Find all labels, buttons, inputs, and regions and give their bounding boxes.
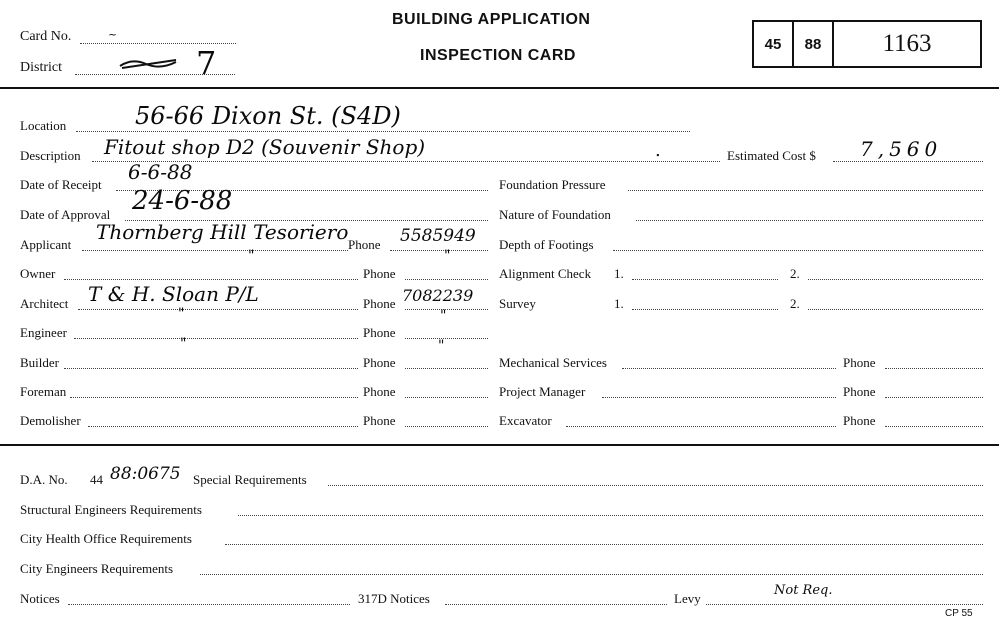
estimated-cost-value: 7,560 [860, 137, 943, 161]
date-of-receipt-value: 6-6-88 [128, 160, 193, 184]
da-no-prefix: 44 [90, 472, 103, 487]
demolisher-label: Demolisher [20, 413, 81, 428]
demolisher-phone-line [405, 426, 488, 427]
owner-phone-line [405, 279, 488, 280]
card-number: 1163 [882, 30, 932, 57]
engineer-ditto-2: " [440, 308, 447, 324]
district-label: District [20, 60, 62, 75]
alignment-check-num-2: 2. [790, 266, 800, 281]
location-line [76, 131, 690, 132]
survey-line-1 [632, 309, 778, 310]
date-of-receipt-label: Date of Receipt [20, 177, 102, 192]
owner-line [64, 279, 358, 280]
alignment-check-num-1: 1. [614, 266, 624, 281]
project-manager-line [602, 397, 836, 398]
project-manager-phone-label: Phone [843, 384, 876, 399]
architect-value: T & H. Sloan P/L [88, 282, 259, 306]
description-dot: . [655, 140, 661, 161]
builder-ditto-1: " [180, 336, 187, 352]
survey-line-2 [808, 309, 983, 310]
card-number-box [752, 20, 982, 68]
estimated-cost-label: Estimated Cost $ [727, 148, 816, 163]
levy-line [706, 604, 983, 605]
engineer-line [74, 338, 358, 339]
date-of-approval-value: 24-6-88 [132, 186, 233, 216]
excavator-line [566, 426, 836, 427]
owner-label: Owner [20, 266, 56, 281]
foreman-line [70, 397, 358, 398]
architect-line [78, 309, 358, 310]
district-value: 7 [196, 44, 217, 82]
project-manager-phone-line [885, 397, 983, 398]
builder-ditto-2: " [438, 338, 445, 354]
date-of-approval-label: Date of Approval [20, 207, 111, 222]
project-manager-label: Project Manager [499, 384, 586, 399]
survey-num-1: 1. [614, 296, 624, 311]
applicant-label: Applicant [20, 237, 72, 252]
notices-line [68, 604, 350, 605]
architect-phone-label: Phone [363, 296, 396, 311]
foundation-pressure-label: Foundation Pressure [499, 177, 606, 192]
mechanical-services-line [622, 368, 836, 369]
card-no-label: Card No. [20, 29, 72, 44]
survey-label: Survey [499, 296, 536, 311]
estimated-cost-line [833, 161, 983, 162]
engineer-ditto-1: " [178, 306, 185, 322]
levy-value: Not Req. [774, 583, 833, 598]
demolisher-phone-label: Phone [363, 413, 396, 428]
applicant-phone-label: Phone [348, 237, 381, 252]
location-label: Location [20, 118, 67, 133]
engineer-phone-line [405, 338, 488, 339]
header-divider [0, 87, 999, 89]
city-engineers-line [200, 574, 983, 575]
section-divider [0, 444, 999, 446]
engineer-label: Engineer [20, 325, 67, 340]
applicant-value: Thornberg Hill Tesoriero [96, 220, 349, 244]
nature-of-foundation-line [636, 220, 983, 221]
builder-line [64, 368, 358, 369]
alignment-check-line-2 [808, 279, 983, 280]
title-line-2: INSPECTION CARD [420, 47, 576, 64]
mechanical-services-phone-label: Phone [843, 355, 876, 370]
foundation-pressure-line [628, 190, 983, 191]
excavator-phone-label: Phone [843, 413, 876, 428]
crossed-out-mark [118, 56, 180, 70]
architect-label: Architect [20, 296, 69, 311]
city-engineers-label: City Engineers Requirements [20, 561, 174, 576]
notices-317d-label: 317D Notices [358, 591, 430, 606]
special-requirements-label: Special Requirements [193, 472, 307, 487]
box-cell-2: 88 [794, 22, 834, 66]
city-health-line [225, 544, 983, 545]
builder-label: Builder [20, 355, 59, 370]
alignment-check-label: Alignment Check [499, 266, 592, 281]
da-no-label: D.A. No. [20, 472, 68, 487]
architect-phone-value: 7082239 [402, 286, 474, 305]
form-code: CP 55 [945, 608, 973, 619]
card-no-value: ~ [108, 28, 118, 41]
description-value: Fitout shop D2 (Souvenir Shop) [104, 135, 426, 159]
levy-label: Levy [674, 591, 701, 606]
owner-ditto-2: " [444, 248, 451, 264]
mechanical-services-label: Mechanical Services [499, 355, 607, 370]
da-no-value: 88:0675 [110, 464, 181, 484]
city-health-label: City Health Office Requirements [20, 531, 192, 546]
architect-phone-line [405, 309, 488, 310]
structural-engineers-line [238, 515, 983, 516]
applicant-line [82, 250, 348, 251]
owner-phone-label: Phone [363, 266, 396, 281]
box-cell-1: 45 [754, 22, 794, 66]
engineer-phone-label: Phone [363, 325, 396, 340]
foreman-label: Foreman [20, 384, 67, 399]
alignment-check-line-1 [632, 279, 778, 280]
foreman-phone-label: Phone [363, 384, 396, 399]
depth-of-footings-line [613, 250, 983, 251]
applicant-phone-value: 5585949 [400, 226, 476, 246]
applicant-phone-line [390, 250, 488, 251]
depth-of-footings-label: Depth of Footings [499, 237, 594, 252]
location-value: 56-66 Dixon St. (S4D) [135, 102, 401, 130]
foreman-phone-line [405, 397, 488, 398]
structural-engineers-label: Structural Engineers Requirements [20, 502, 202, 517]
demolisher-line [88, 426, 358, 427]
owner-ditto-1: " [248, 248, 255, 264]
mechanical-services-phone-line [885, 368, 983, 369]
excavator-label: Excavator [499, 413, 552, 428]
notices-317d-line [445, 604, 667, 605]
excavator-phone-line [885, 426, 983, 427]
nature-of-foundation-label: Nature of Foundation [499, 207, 611, 222]
special-requirements-line [328, 485, 983, 486]
description-label: Description [20, 148, 81, 163]
notices-label: Notices [20, 591, 60, 606]
survey-num-2: 2. [790, 296, 800, 311]
builder-phone-label: Phone [363, 355, 396, 370]
builder-phone-line [405, 368, 488, 369]
title-line-1: BUILDING APPLICATION [392, 11, 591, 28]
